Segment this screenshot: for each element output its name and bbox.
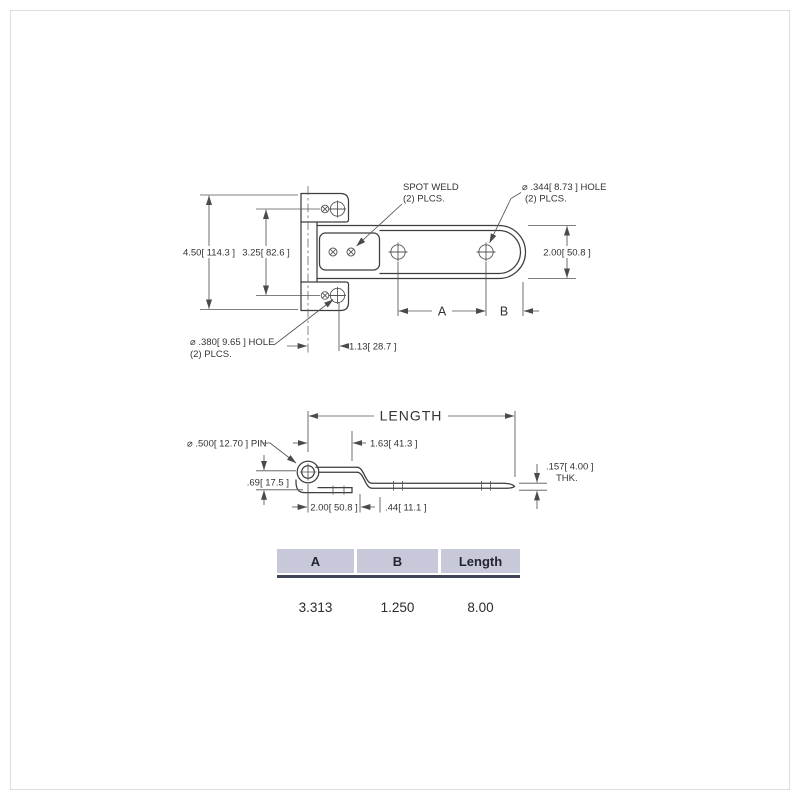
size-table-header-a: A	[277, 549, 354, 573]
dim-b	[500, 282, 539, 319]
size-table-header-b: B	[357, 549, 438, 573]
size-table-value-b: 1.250	[380, 599, 415, 615]
side-view	[187, 408, 594, 514]
dim-bend-offset	[293, 431, 418, 461]
strap-hole-1	[389, 243, 408, 262]
size-table-header-row	[277, 549, 520, 573]
size-table-value-row	[277, 600, 520, 615]
leaf-hole-top	[329, 201, 346, 218]
spot-weld-symbol-strap-1	[329, 248, 337, 256]
leaf-hole-label-1: ⌀ .380[ 9.65 ] HOLE	[190, 337, 275, 348]
dim-pin-height	[247, 455, 303, 505]
size-table-rule	[277, 575, 520, 578]
strap-hole-label-2: (2) PLCS.	[525, 193, 567, 205]
dim-b-text: B	[499, 304, 509, 319]
reinforcement-plate	[320, 233, 380, 270]
top-view	[183, 182, 606, 360]
strap-hole-2	[477, 243, 496, 262]
dim-strap-width	[528, 226, 591, 279]
spot-weld-symbol-bottom	[321, 292, 329, 300]
dim-leaf-height-text: 4.50[ 114.3 ]	[182, 247, 236, 259]
dim-thickness	[519, 462, 594, 510]
spot-weld-label-2: (2) PLCS.	[403, 193, 445, 205]
dim-thickness-suffix: THK.	[556, 473, 578, 484]
strap-hole-callout	[490, 182, 607, 243]
leaf-hole-label-2: (2) PLCS.	[190, 349, 232, 360]
size-table	[277, 549, 520, 615]
size-table-header-length: Length	[441, 549, 520, 573]
dim-base-length	[292, 484, 375, 514]
dim-a	[398, 262, 486, 319]
size-table-value-length: 8.00	[467, 599, 494, 615]
pin-label: ⌀ .500[ 12.70 ] PIN	[187, 438, 267, 450]
spot-weld-symbol-strap-2	[347, 248, 355, 256]
strap-hole-label-1: ⌀ .344[ 8.73 ] HOLE	[522, 182, 607, 193]
spot-weld-label-1: SPOT WELD	[403, 182, 459, 193]
size-table-value-a: 3.313	[298, 599, 333, 615]
leaf-hole-callout	[190, 300, 333, 361]
dim-pin-to-hole-text: 1.13[ 28.7 ]	[349, 341, 397, 353]
dim-strap-width-text: 2.00[ 50.8 ]	[543, 247, 591, 259]
dim-hole-spacing-text: 3.25[ 82.6 ]	[242, 247, 290, 259]
spot-weld-symbol-top	[321, 205, 329, 213]
dim-jog	[380, 497, 427, 514]
pin-callout	[187, 439, 296, 464]
dim-thickness-text: .157[ 4.00 ]	[546, 461, 594, 473]
leaf-hole-bottom	[329, 287, 346, 304]
dim-a-text: A	[437, 304, 447, 319]
spot-weld-callout	[357, 182, 459, 246]
dim-bend-offset-text: 1.63[ 41.3 ]	[370, 438, 418, 450]
pin-knuckle	[297, 461, 319, 483]
dim-length-text: LENGTH	[379, 407, 443, 424]
dim-pin-height-text: .69[ 17.5 ]	[246, 477, 289, 489]
dim-jog-text: .44[ 11.1 ]	[385, 502, 427, 514]
dim-base-length-text: 2.00[ 50.8 ]	[310, 502, 358, 514]
